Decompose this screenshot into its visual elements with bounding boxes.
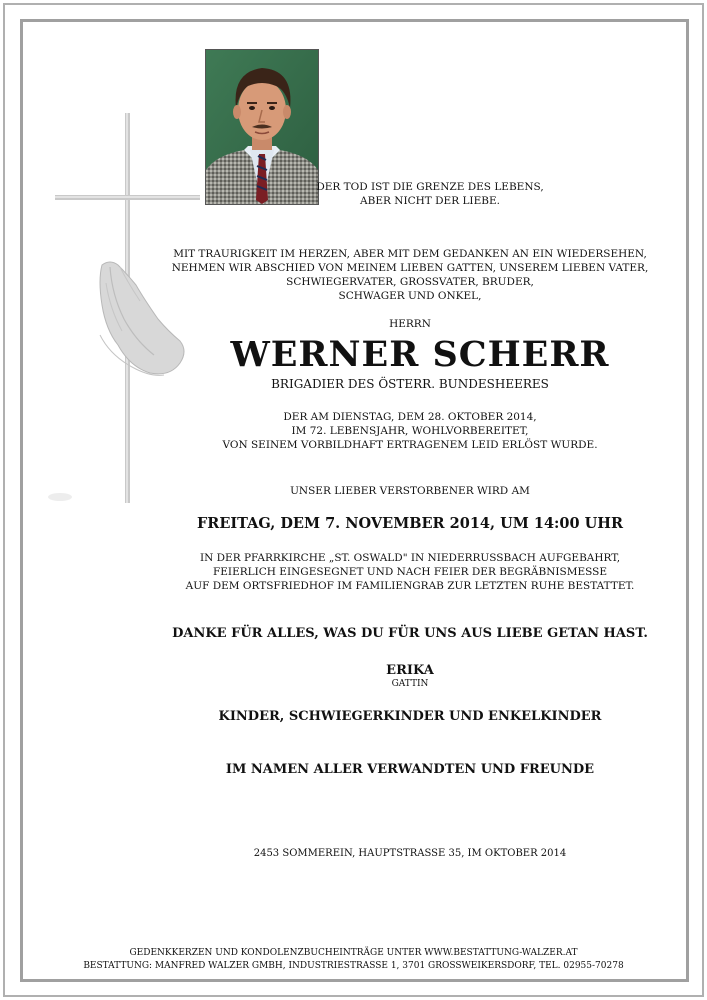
motto xyxy=(300,180,560,208)
deceased-name: WERNER SCHERR xyxy=(230,334,610,375)
intro-line: SCHWAGER UND ONKEL, xyxy=(338,290,482,302)
ceremony-line: AUF DEM ORTSFRIEDHOF IM FAMILIENGRAB ZUR LETZTEN RUHE BESTATTET. xyxy=(185,580,635,592)
funeral-date: FREITAG, DEM 7. NOVEMBER 2014, UM 14:00 UHR xyxy=(196,515,624,532)
children-mourners: KINDER, SCHWIEGERKINDER UND ENKELKINDER xyxy=(218,709,602,724)
deceased-rank: BRIGADIER DES ÖSTERR. BUNDESHEERES xyxy=(271,377,549,391)
ceremony-details xyxy=(110,551,707,593)
relatives-mourners: IM NAMEN ALLER VERWANDTEN UND FREUNDE xyxy=(225,762,595,777)
motto-line: DER TOD IST DIE GRENZE DES LEBENS, xyxy=(316,181,544,193)
motto-line: ABER NICHT DER LIEBE. xyxy=(360,195,500,207)
footer-undertaker-line: BESTATTUNG: MANFRED WALZER GMBH, INDUSTRIESTRASSE 1, 3701 GROSSWEIKERSDORF, TEL. 02955-70278 xyxy=(83,961,624,971)
ceremony-line: FEIERLICH EINGESEGNET UND NACH FEIER DER BEGRÄBNISMESSE xyxy=(212,566,608,578)
intro-text xyxy=(130,247,690,303)
cross-with-praying-hands-icon xyxy=(40,105,200,515)
salutation: HERRN xyxy=(389,318,431,330)
death-line: DER AM DIENSTAG, DEM 28. OKTOBER 2014, xyxy=(283,411,537,423)
intro-line: SCHWIEGERVATER, GROSSVATER, BRUDER, xyxy=(286,276,534,288)
announce-text: UNSER LIEBER VERSTORBENER WIRD AM xyxy=(290,485,530,497)
place-and-date: 2453 SOMMEREIN, HAUPTSTRASSE 35, IM OKTOBER 2014 xyxy=(253,848,567,859)
footer xyxy=(20,947,687,973)
death-line: VON SEINEM VORBILDHAFT ERTRAGENEM LEID ERLÖST WURDE. xyxy=(222,439,598,451)
ceremony-line: IN DER PFARRKIRCHE „ST. OSWALD" IN NIEDERRUSSBACH AUFGEBAHRT, xyxy=(199,552,621,564)
wife-name: ERIKA xyxy=(386,663,434,678)
wife-role: GATTIN xyxy=(391,679,429,689)
death-line: IM 72. LEBENSJAHR, WOHLVORBEREITET, xyxy=(291,425,529,437)
death-details xyxy=(110,410,707,452)
footer-condolence-line: GEDENKKERZEN UND KONDOLENZBUCHEINTRÄGE UNTER WWW.BESTATTUNG-WALZER.AT xyxy=(129,948,578,958)
thanks-text: DANKE FÜR ALLES, WAS DU FÜR UNS AUS LIEBE GETAN HAST. xyxy=(172,626,648,641)
intro-line: NEHMEN WIR ABSCHIED VON MEINEM LIEBEN GATTEN, UNSEREM LIEBEN VATER, xyxy=(171,262,649,274)
intro-line: MIT TRAURIGKEIT IM HERZEN, ABER MIT DEM GEDANKEN AN EIN WIEDERSEHEN, xyxy=(173,248,647,260)
